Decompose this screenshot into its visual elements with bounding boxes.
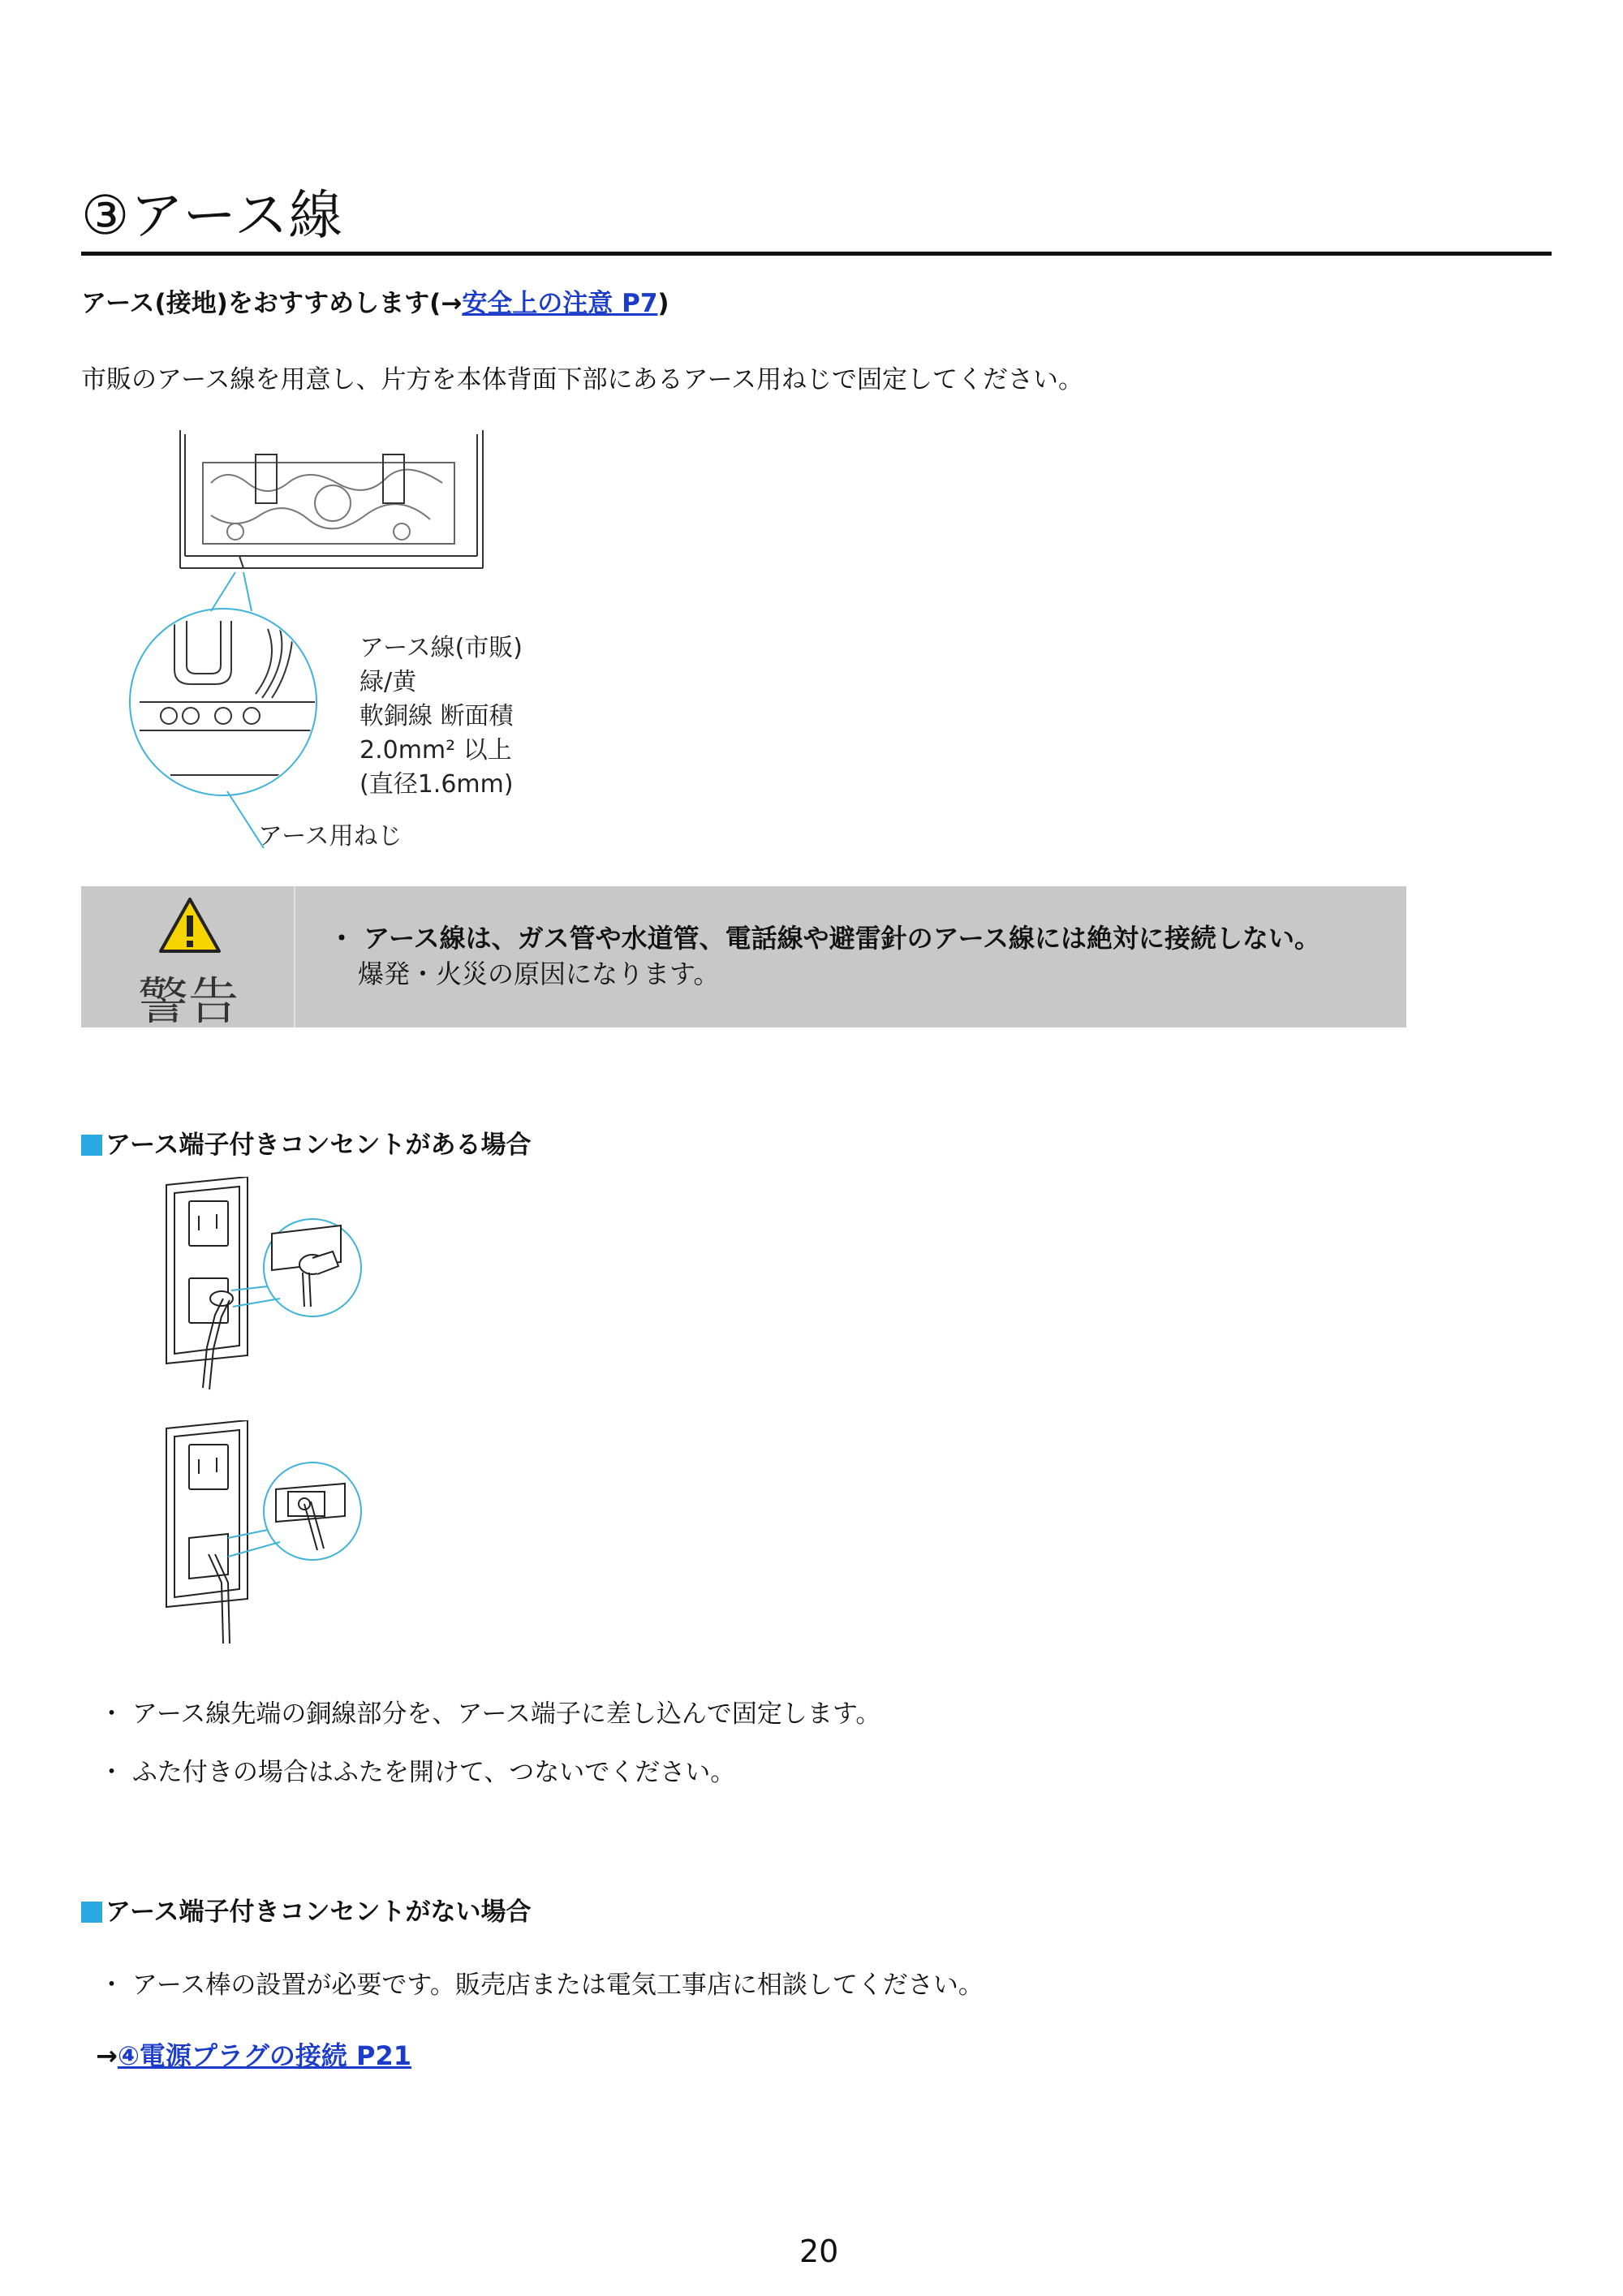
section2-bullet: ・ アース棒の設置が必要です。販売店または電気工事店に相談してください。 — [99, 1971, 984, 2000]
page-title: ③アース線 — [81, 180, 1552, 256]
page-number: 20 — [799, 2234, 839, 2269]
warning-label: 警告 — [138, 971, 239, 1031]
section-heading-without-terminal — [81, 1891, 532, 1928]
warning-triangle-icon — [157, 896, 222, 954]
outlet-with-cover-illustration — [158, 1420, 377, 1648]
warning-text — [329, 920, 1320, 992]
earth-wire-callout — [359, 631, 523, 802]
safety-link[interactable]: 安全上の注意 P7 — [462, 289, 658, 318]
warning-box — [81, 886, 1406, 1031]
warning-bullet: ・ アース線は、ガス管や水道管、電話線や避雷針のアース線には絶対に接続しない。 — [329, 923, 1321, 954]
section-heading-text: アース端子付きコンセントがある場合 — [105, 1131, 532, 1160]
warning-side — [81, 886, 295, 1031]
section1-bullet: ・ ふた付きの場合はふたを開けて、つないでください。 — [99, 1758, 736, 1787]
section-square-icon — [81, 1135, 102, 1156]
lead-prefix: アース(接地)をおすすめします(→ — [81, 289, 463, 318]
intro-paragraph: 市販のアース線を用意し、片方を本体背面下部にあるアース用ねじで固定してください。 — [81, 365, 1084, 394]
lead-text — [81, 282, 669, 319]
section-square-icon — [81, 1902, 102, 1923]
callout-line: アース線(市販) — [359, 634, 523, 662]
callout-line: 2.0mm² 以上 — [359, 736, 512, 765]
section-heading-with-terminal — [81, 1124, 532, 1161]
power-plug-link[interactable]: ④電源プラグの接続 P21 — [117, 2040, 412, 2071]
next-step-link — [96, 2035, 411, 2073]
callout-line: 緑/黄 — [359, 668, 417, 696]
lead-close: ) — [657, 289, 669, 318]
warning-sub: 爆発・火災の原因になります。 — [358, 958, 720, 989]
next-step-arrow: → — [96, 2040, 118, 2071]
earth-screw-label: アース用ねじ — [258, 822, 403, 851]
section1-bullet: ・ アース線先端の銅線部分を、アース端子に差し込んで固定します。 — [99, 1699, 881, 1729]
callout-line: 軟銅線 断面積 — [359, 702, 514, 730]
outlet-with-terminal-illustration — [158, 1177, 377, 1396]
section-heading-text: アース端子付きコンセントがない場合 — [105, 1898, 532, 1927]
callout-line: (直径1.6mm) — [359, 770, 514, 799]
